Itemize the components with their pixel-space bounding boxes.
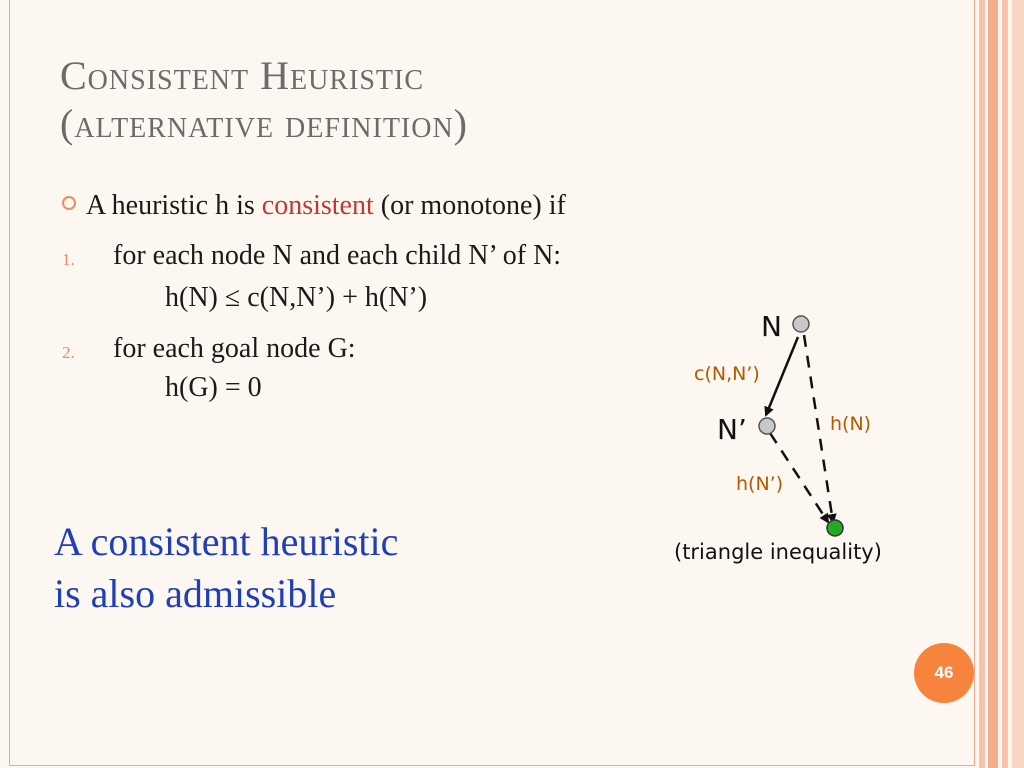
- item-1-marker: 1.: [62, 250, 75, 269]
- item-2-marker: 2.: [62, 343, 75, 362]
- node-n-label: N: [761, 310, 782, 343]
- item-2-text: for each goal node G:: [113, 333, 356, 364]
- triangle-caption: (triangle inequality): [674, 540, 882, 564]
- item-1-text: for each node N and each child N’ of N:: [113, 240, 562, 271]
- title-line-2: (alternative definition): [60, 101, 469, 146]
- bullet-highlight: consistent: [261, 190, 374, 221]
- conclusion-line-2: is also admissible: [54, 571, 337, 616]
- h-n-label: h(N): [830, 413, 872, 435]
- decor-stripe: [979, 0, 985, 768]
- node-nprime-label: N’: [717, 413, 747, 446]
- title-line-1: Consistent Heuristic: [60, 53, 425, 98]
- conclusion-line-1: A consistent heuristic: [54, 519, 399, 564]
- h-nprime-label: h(N’): [736, 473, 784, 495]
- page-number-badge: 46: [914, 643, 974, 703]
- edge-n-to-nprime: [766, 337, 798, 415]
- bullet-circle-icon: [62, 196, 76, 210]
- conclusion-text: [54, 516, 398, 620]
- goal-node: [827, 520, 843, 536]
- decor-stripe: [1012, 0, 1024, 768]
- bullet-text-after: (or monotone) if: [373, 190, 566, 221]
- node-n: [793, 316, 809, 332]
- item-1-formula: h(N) ≤ c(N,N’) + h(N’): [165, 282, 428, 313]
- triangle-diagram: [660, 300, 950, 580]
- bullet-main: [62, 190, 566, 222]
- bullet-text-before: A heuristic h is: [86, 190, 262, 221]
- item-2-formula: h(G) = 0: [165, 372, 262, 403]
- node-nprime: [759, 418, 775, 434]
- decor-stripe: [1002, 0, 1008, 768]
- slide-title: [60, 52, 760, 148]
- decor-stripe: [988, 0, 998, 768]
- edge-cost-label: c(N,N’): [694, 363, 760, 385]
